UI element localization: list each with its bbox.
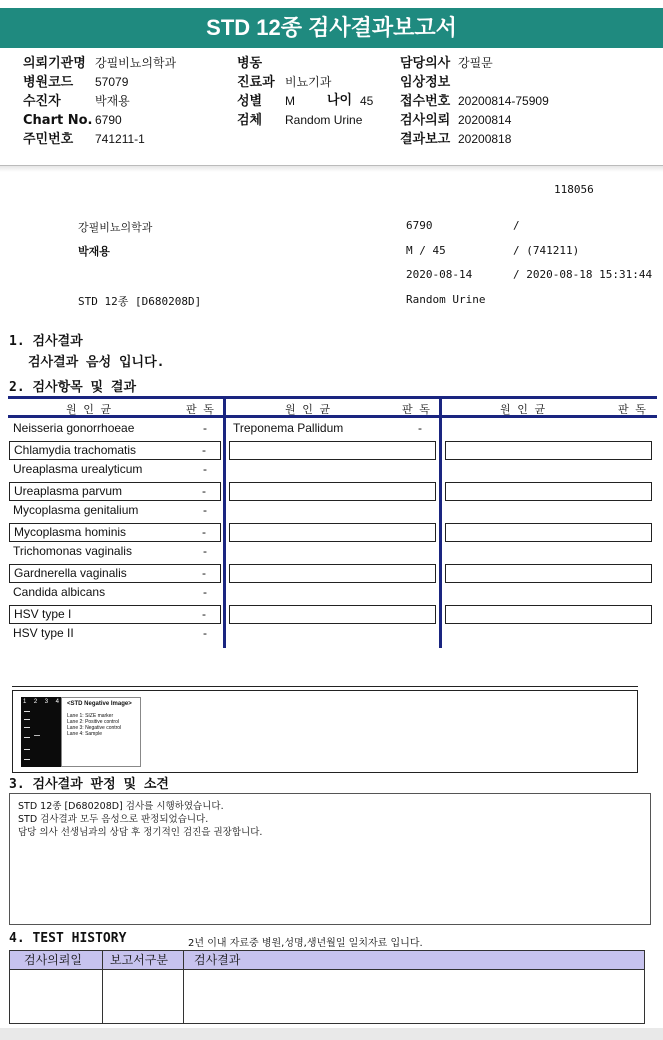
result-row <box>9 441 221 460</box>
result-row <box>9 605 221 624</box>
slash: / <box>513 219 520 232</box>
header-field-label: 의뢰기관명 <box>23 56 86 71</box>
pathogen-name: HSV type II <box>13 626 74 640</box>
header-field-value: 20200814 <box>458 113 512 127</box>
result-row <box>9 543 221 562</box>
age-value: 45 <box>360 94 374 108</box>
result-row <box>9 625 221 644</box>
header-field-label: 검사의뢰 <box>400 113 451 128</box>
result-row <box>229 564 436 583</box>
gel-lane-1: 1 <box>23 699 27 705</box>
header-field <box>237 54 285 72</box>
result-row <box>9 523 221 542</box>
history-note: 2년 이내 자료중 병원,성명,생년월일 일치자료 입니다. <box>188 938 423 949</box>
report-title: STD 12종 검사결과보고서 <box>0 8 663 48</box>
opinion-line: STD 검사결과 모두 음성으로 판정되었습니다. <box>18 814 209 825</box>
col-result-1: 판 독 <box>186 403 214 416</box>
result-row <box>9 482 221 501</box>
header-field-value: 비뇨기과 <box>285 75 332 89</box>
result-row <box>445 441 652 460</box>
gel-image-panel <box>12 690 638 773</box>
pathogen-name: HSV type I <box>14 606 72 621</box>
header-field-value: 강필문 <box>458 56 493 70</box>
pathogen-name: Ureaplasma urealyticum <box>13 462 143 476</box>
header-field-label: 주민번호 <box>23 132 74 147</box>
result-row <box>9 584 221 603</box>
header-field <box>23 73 128 91</box>
header-field-label: 성별 <box>237 94 263 109</box>
history-col-result: 검사결과 <box>194 953 241 967</box>
result-row <box>445 461 652 480</box>
result-row <box>9 420 221 439</box>
pathogen-result: - <box>202 524 206 539</box>
header-field-label: 병원코드 <box>23 75 74 90</box>
header-field-label: 임상정보 <box>400 75 451 90</box>
pathogen-name: Gardnerella vaginalis <box>14 565 127 580</box>
opinion-line: STD 12종 [D680208D] 검사를 시행하였습니다. <box>18 801 224 812</box>
gel-legend-line: Lane 2: Positive control <box>67 719 119 725</box>
header-field <box>23 130 145 148</box>
result-row <box>445 605 652 624</box>
header-field <box>237 111 362 129</box>
history-table-header <box>9 950 645 970</box>
section4-title: 4. TEST HISTORY <box>9 931 127 946</box>
gel-legend <box>61 697 141 767</box>
header-field-value: 강필비뇨의학과 <box>95 56 177 70</box>
pathogen-result: - <box>203 421 207 435</box>
col-pathogen-3: 원 인 균 <box>500 403 546 416</box>
header-field-value: M <box>285 94 295 108</box>
pathogen-result: - <box>203 462 207 476</box>
image-top-rule <box>12 686 638 687</box>
header-divider <box>0 166 663 172</box>
history-table-body <box>9 970 645 1024</box>
pathogen-result: - <box>418 421 422 435</box>
section1-title: 1. 검사결과 <box>9 334 83 349</box>
section1-result: 검사결과 음성 입니다. <box>28 355 165 370</box>
header-field-value: 박재용 <box>95 94 130 108</box>
header-field <box>23 92 130 110</box>
section2-title: 2. 검사항목 및 결과 <box>9 380 137 395</box>
result-row <box>445 523 652 542</box>
hospital-name: 강필비뇨의학과 <box>78 221 153 234</box>
test-code: STD 12종 [D680208D] <box>78 295 202 308</box>
header-field-value: Random Urine <box>285 113 363 127</box>
header-field <box>400 54 493 72</box>
gel-legend-line: Lane 1: SIZE marker <box>67 713 114 719</box>
pathogen-name: Mycoplasma hominis <box>14 524 127 539</box>
opinion-line: 담당 의사 선생님과의 상담 후 정기적인 검진을 권장합니다. <box>18 827 263 838</box>
gel-lane-3: 3 <box>44 699 49 705</box>
result-row <box>445 420 652 439</box>
header-field-value: 20200818 <box>458 132 512 146</box>
result-row <box>229 482 436 501</box>
header-field <box>23 54 176 72</box>
pathogen-name: Neisseria gonorrhoeae <box>13 421 135 435</box>
gel-legend-line: Lane 3: Negative control <box>67 725 122 731</box>
header-field-label: Chart No. <box>23 113 93 128</box>
header-field <box>237 92 295 110</box>
chart-number: 6790 <box>406 219 433 232</box>
header-field <box>400 130 511 148</box>
history-table <box>9 950 645 1024</box>
pathogen-name: Ureaplasma parvum <box>14 483 123 498</box>
col-result-2: 판 독 <box>402 403 430 416</box>
col-pathogen-2: 원 인 균 <box>285 403 331 416</box>
result-row <box>229 461 436 480</box>
header-field-value: 6790 <box>95 113 122 127</box>
col-result-3: 판 독 <box>618 403 646 416</box>
result-row <box>229 543 436 562</box>
report-header <box>0 54 663 166</box>
header-field-label: 수진자 <box>23 94 61 109</box>
gel-lane-4: 4 <box>55 699 59 705</box>
col-pathogen-1: 원 인 균 <box>66 403 112 416</box>
birth-date: / (741211) <box>513 244 580 257</box>
result-row <box>229 502 436 521</box>
result-row <box>445 584 652 603</box>
result-row <box>9 461 221 480</box>
header-field <box>23 111 122 129</box>
page-bottom-bar <box>0 1028 663 1040</box>
section3-title: 3. 검사결과 판정 및 소견 <box>9 777 169 792</box>
patient-name: 박재용 <box>78 245 110 258</box>
history-col-type: 보고서구분 <box>110 953 168 967</box>
header-field-label: 결과보고 <box>400 132 451 147</box>
pathogen-name: Candida albicans <box>13 585 106 599</box>
header-field-value: 57079 <box>95 75 129 89</box>
header-field <box>237 73 331 91</box>
header-field-value: 20200814-75909 <box>458 94 549 108</box>
pathogen-name: Trichomonas vaginalis <box>13 544 132 558</box>
result-row <box>445 543 652 562</box>
header-field-label: 진료과 <box>237 75 275 90</box>
pathogen-result: - <box>202 606 206 621</box>
header-field-label: 검체 <box>237 113 263 128</box>
gel-legend-line: Lane 4: Sample <box>67 731 103 737</box>
result-row <box>9 564 221 583</box>
age-label: 나이 <box>327 93 353 108</box>
result-row <box>229 584 436 603</box>
pathogen-result: - <box>203 544 207 558</box>
pathogen-result: - <box>202 442 206 457</box>
pathogen-name: Treponema Pallidum <box>233 421 344 435</box>
opinion-box <box>9 793 651 925</box>
gel-lane-2: 2 <box>33 699 38 705</box>
pathogen-result: - <box>203 626 207 640</box>
result-row <box>229 420 436 439</box>
receive-date: 2020-08-14 <box>406 268 473 281</box>
specimen: Random Urine <box>406 293 486 306</box>
report-number: 118056 <box>554 183 594 196</box>
result-row <box>229 523 436 542</box>
result-row <box>445 502 652 521</box>
header-field-label: 병동 <box>237 56 263 71</box>
header-field <box>400 111 511 129</box>
gel-image <box>21 697 61 767</box>
header-field-value: 741211-1 <box>95 132 145 146</box>
result-grid-header <box>8 396 657 418</box>
report-datetime: / 2020-08-18 15:31:44 <box>513 268 653 281</box>
pathogen-name: Mycoplasma genitalium <box>13 503 139 517</box>
column-separator <box>223 396 226 648</box>
result-row <box>229 441 436 460</box>
pathogen-result: - <box>202 483 206 498</box>
pathogen-name: Chlamydia trachomatis <box>14 442 137 457</box>
header-field-label: 접수번호 <box>400 94 451 109</box>
gel-lane-labels <box>23 699 59 705</box>
result-row <box>445 482 652 501</box>
history-col-date: 검사의뢰일 <box>24 953 82 967</box>
column-separator <box>439 396 442 648</box>
pathogen-result: - <box>203 585 207 599</box>
result-row <box>9 502 221 521</box>
result-row <box>445 564 652 583</box>
header-field-label: 담당의사 <box>400 56 451 71</box>
header-field <box>400 73 458 91</box>
pathogen-result: - <box>202 565 206 580</box>
sex-age: M / 45 <box>406 244 446 257</box>
gel-legend-title: <STD Negative Image> <box>67 701 132 707</box>
result-row <box>229 605 436 624</box>
pathogen-result: - <box>203 503 207 517</box>
header-field <box>400 92 549 110</box>
